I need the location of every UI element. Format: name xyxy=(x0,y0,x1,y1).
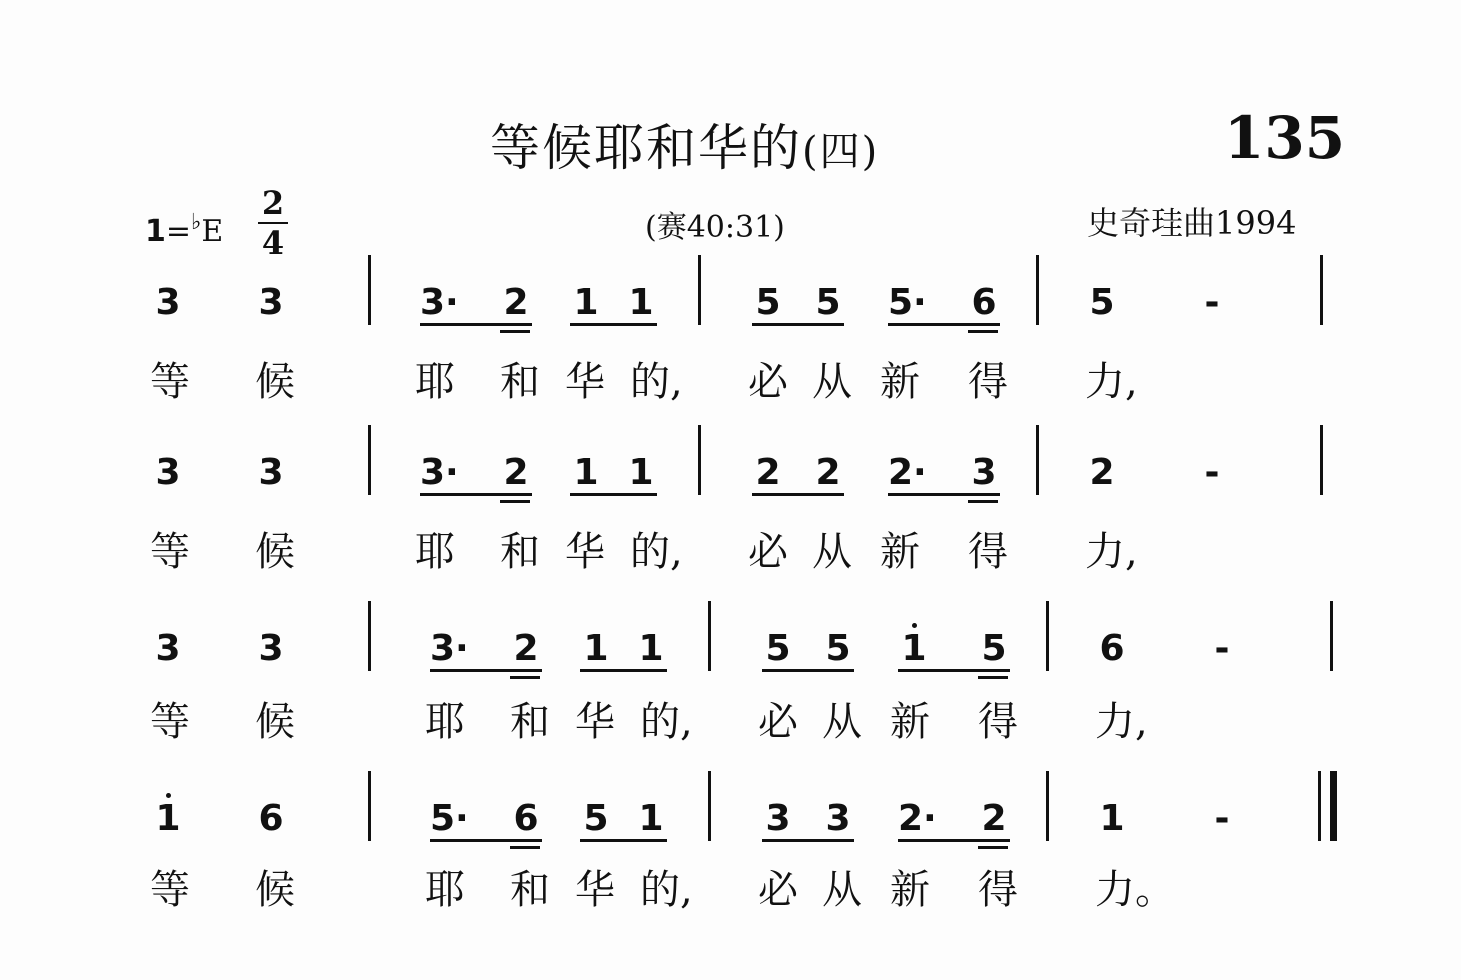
barline xyxy=(368,425,371,495)
note: - xyxy=(1204,452,1220,493)
lyric-syllable: 力, xyxy=(1085,359,1138,405)
lyric-syllable: 的, xyxy=(640,867,693,913)
composer-credit: 史奇珪曲1994 xyxy=(1087,204,1297,242)
eighth-note-beam xyxy=(570,493,657,496)
note: 1 xyxy=(638,798,664,839)
sixteenth-note-beam xyxy=(968,330,998,333)
eighth-note-beam xyxy=(570,323,657,326)
note: 2· xyxy=(888,452,927,493)
key-letter: E xyxy=(201,214,224,249)
note: 1 xyxy=(583,628,609,669)
lyric-syllable: 和 xyxy=(510,699,550,745)
key-tonic-number: 1 xyxy=(145,214,166,249)
lyric-syllable: 耶 xyxy=(415,529,455,575)
note: 5 xyxy=(815,282,841,323)
note: 1 xyxy=(638,628,664,669)
lyric-syllable: 力, xyxy=(1095,699,1148,745)
lyric-syllable: 得 xyxy=(978,867,1018,913)
barline xyxy=(698,425,701,495)
key-equals: = xyxy=(165,214,192,249)
lyric-syllable: 等 xyxy=(150,867,190,913)
lyric-syllable: 新 xyxy=(880,529,920,575)
lyric-syllable: 新 xyxy=(890,867,930,913)
note: 3 xyxy=(258,282,284,323)
note: 1 xyxy=(155,798,181,839)
note: 3 xyxy=(258,628,284,669)
eighth-note-beam xyxy=(430,839,542,842)
sixteenth-note-beam xyxy=(500,500,530,503)
sixteenth-note-beam xyxy=(968,500,998,503)
note: 1 xyxy=(573,452,599,493)
note: 5 xyxy=(1089,282,1115,323)
eighth-note-beam xyxy=(888,493,1000,496)
note: 1 xyxy=(901,628,927,669)
note: 2 xyxy=(503,452,529,493)
note: 3 xyxy=(155,452,181,493)
lyric-syllable: 力。 xyxy=(1095,867,1175,913)
eighth-note-beam xyxy=(420,323,532,326)
barline xyxy=(368,771,371,841)
high-octave-dot xyxy=(912,623,917,628)
lyric-syllable: 耶 xyxy=(425,867,465,913)
lyric-syllable: 等 xyxy=(150,529,190,575)
barline xyxy=(708,771,711,841)
eighth-note-beam xyxy=(898,839,1010,842)
note: 3 xyxy=(825,798,851,839)
lyric-syllable: 的, xyxy=(630,529,683,575)
barline xyxy=(698,255,701,325)
note: - xyxy=(1214,628,1230,669)
note: 1 xyxy=(1099,798,1125,839)
note: 5 xyxy=(755,282,781,323)
note: 5 xyxy=(825,628,851,669)
note: - xyxy=(1204,282,1220,323)
note: 5 xyxy=(765,628,791,669)
eighth-note-beam xyxy=(898,669,1010,672)
eighth-note-beam xyxy=(752,323,844,326)
sixteenth-note-beam xyxy=(510,846,540,849)
note: 2 xyxy=(815,452,841,493)
flat-icon: ♭ xyxy=(191,210,202,235)
lyric-syllable: 得 xyxy=(968,529,1008,575)
note: 1 xyxy=(628,452,654,493)
note: 5· xyxy=(888,282,927,323)
note: 6 xyxy=(1099,628,1125,669)
lyric-syllable: 新 xyxy=(890,699,930,745)
barline xyxy=(1036,255,1039,325)
sixteenth-note-beam xyxy=(978,846,1008,849)
note: 3 xyxy=(765,798,791,839)
page-number: 135 xyxy=(1224,104,1346,172)
note: 3 xyxy=(258,452,284,493)
note: 5 xyxy=(981,628,1007,669)
eighth-note-beam xyxy=(888,323,1000,326)
note: - xyxy=(1214,798,1230,839)
lyric-syllable: 从 xyxy=(812,359,852,405)
final-barline xyxy=(1330,771,1337,841)
lyric-syllable: 候 xyxy=(255,867,295,913)
lyric-syllable: 从 xyxy=(812,529,852,575)
lyric-syllable: 耶 xyxy=(425,699,465,745)
note: 3· xyxy=(420,452,459,493)
time-sig-top: 2 xyxy=(261,184,285,222)
lyric-syllable: 等 xyxy=(150,359,190,405)
lyric-syllable: 必 xyxy=(748,529,788,575)
lyric-syllable: 华 xyxy=(575,867,615,913)
barline xyxy=(1320,425,1323,495)
sixteenth-note-beam xyxy=(500,330,530,333)
title-suffix: (四) xyxy=(802,129,880,175)
eighth-note-beam xyxy=(430,669,542,672)
barline xyxy=(1320,255,1323,325)
barline xyxy=(368,601,371,671)
lyric-syllable: 耶 xyxy=(415,359,455,405)
lyric-syllable: 的, xyxy=(640,699,693,745)
scripture-reference: (赛40:31) xyxy=(645,210,785,245)
barline xyxy=(1046,601,1049,671)
lyric-syllable: 力, xyxy=(1085,529,1138,575)
song-title: 等候耶和华的(四) xyxy=(490,119,880,177)
note: 5· xyxy=(430,798,469,839)
barline xyxy=(1036,425,1039,495)
note: 3· xyxy=(420,282,459,323)
note: 3 xyxy=(155,282,181,323)
high-octave-dot xyxy=(166,793,171,798)
lyric-syllable: 得 xyxy=(978,699,1018,745)
time-signature xyxy=(258,186,288,260)
lyric-syllable: 等 xyxy=(150,699,190,745)
barline xyxy=(1046,771,1049,841)
lyric-syllable: 和 xyxy=(500,529,540,575)
lyric-syllable: 从 xyxy=(822,699,862,745)
note: 1 xyxy=(628,282,654,323)
lyric-syllable: 必 xyxy=(748,359,788,405)
lyric-syllable: 候 xyxy=(255,359,295,405)
note: 6 xyxy=(258,798,284,839)
lyric-syllable: 华 xyxy=(565,359,605,405)
note: 2· xyxy=(898,798,937,839)
note: 2 xyxy=(503,282,529,323)
note: 6 xyxy=(971,282,997,323)
lyric-syllable: 必 xyxy=(758,699,798,745)
eighth-note-beam xyxy=(580,669,667,672)
barline xyxy=(708,601,711,671)
lyric-syllable: 华 xyxy=(565,529,605,575)
lyric-syllable: 新 xyxy=(880,359,920,405)
note: 2 xyxy=(513,628,539,669)
note: 6 xyxy=(513,798,539,839)
final-barline-thin xyxy=(1318,771,1321,841)
note: 2 xyxy=(1089,452,1115,493)
lyric-syllable: 从 xyxy=(822,867,862,913)
eighth-note-beam xyxy=(580,839,667,842)
eighth-note-beam xyxy=(762,839,854,842)
eighth-note-beam xyxy=(752,493,844,496)
note: 3 xyxy=(971,452,997,493)
note: 1 xyxy=(573,282,599,323)
time-sig-bottom: 4 xyxy=(261,224,285,262)
note: 2 xyxy=(981,798,1007,839)
lyric-syllable: 得 xyxy=(968,359,1008,405)
lyric-syllable: 和 xyxy=(500,359,540,405)
eighth-note-beam xyxy=(420,493,532,496)
lyric-syllable: 华 xyxy=(575,699,615,745)
lyric-syllable: 的, xyxy=(630,359,683,405)
lyric-syllable: 候 xyxy=(255,529,295,575)
lyric-syllable: 必 xyxy=(758,867,798,913)
sixteenth-note-beam xyxy=(510,676,540,679)
note: 2 xyxy=(755,452,781,493)
note: 3· xyxy=(430,628,469,669)
key-signature xyxy=(145,210,224,249)
eighth-note-beam xyxy=(762,669,854,672)
note: 3 xyxy=(155,628,181,669)
lyric-syllable: 候 xyxy=(255,699,295,745)
sixteenth-note-beam xyxy=(978,676,1008,679)
note: 5 xyxy=(583,798,609,839)
lyric-syllable: 和 xyxy=(510,867,550,913)
barline xyxy=(1330,601,1333,671)
barline xyxy=(368,255,371,325)
